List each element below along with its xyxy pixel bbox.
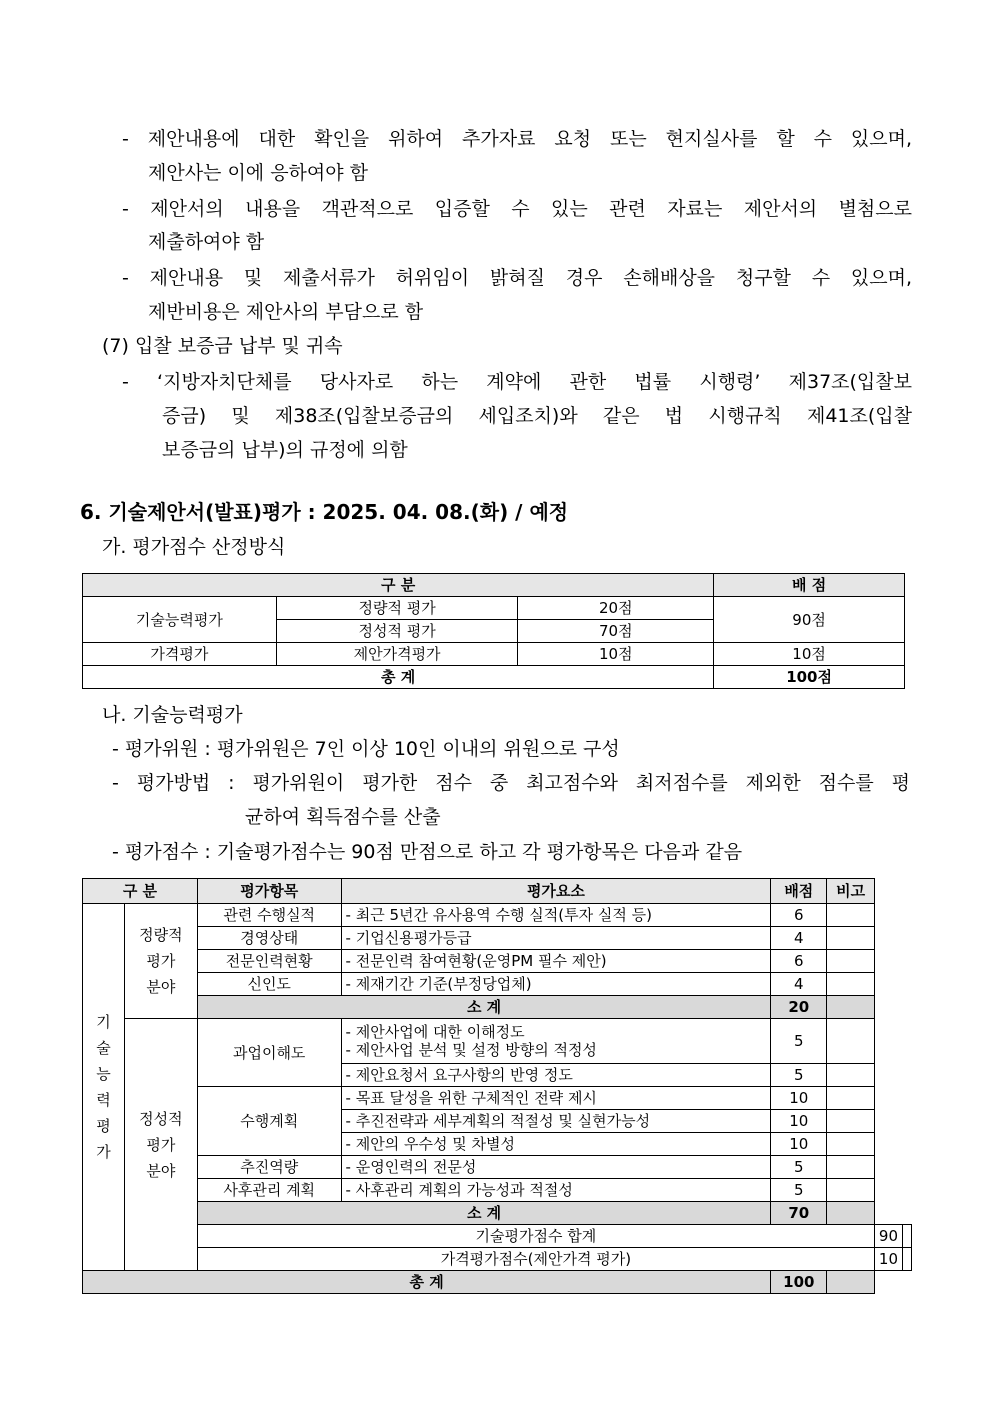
remarks-cell [827, 1133, 875, 1156]
score-plan-2: 10 [771, 1110, 827, 1133]
row-tech-eval: 기술능력평가 [83, 597, 277, 643]
remarks-cell [827, 1179, 875, 1202]
quantitative-points: 20점 [518, 597, 714, 620]
element-plan-1: - 목표 달성을 위한 구체적인 전략 제시 [341, 1087, 771, 1110]
total-value: 100점 [714, 666, 905, 689]
tech-total-score: 90 [874, 1225, 902, 1248]
item-7-line-3: 보증금의 납부)의 규정에 의함 [162, 439, 408, 461]
eval-method-line-2: 균하여 획득점수를 산출 [245, 806, 441, 828]
price-score: 10 [874, 1248, 902, 1271]
element-credibility: - 제재기간 기준(부정당업체) [341, 973, 771, 996]
qual-subtotal-score: 70 [771, 1202, 827, 1225]
item-plan: 수행계획 [197, 1087, 341, 1156]
item-7-line-2: 증금) 및 제38조(입찰보증금의 세입조치)와 같은 법 시행규칙 제41조(입찰 [162, 405, 912, 427]
score-method-table [82, 573, 905, 689]
bullet-2-line-1: - 제안서의 내용을 객관적으로 입증할 수 있는 관련 자료는 제안서의 별첨으로 [122, 198, 912, 220]
qualitative-area-label: 정성적 평가 분야 [124, 1019, 197, 1271]
element-understanding-2: - 제안요청서 요구사항의 반영 정도 [341, 1064, 771, 1087]
remarks-cell [903, 1225, 912, 1248]
header-score: 배 점 [714, 574, 905, 597]
score-plan-3: 10 [771, 1133, 827, 1156]
price-points: 10점 [518, 643, 714, 666]
element-capability: - 운영인력의 전문성 [341, 1156, 771, 1179]
score-aftercare: 5 [771, 1179, 827, 1202]
eval-score-line: - 평가점수 : 기술평가점수는 90점 만점으로 하고 각 평가항목은 다음과 같음 [112, 841, 743, 863]
eval-method-line-1: - 평가방법 : 평가위원이 평가한 점수 중 최고점수와 최저점수를 제외한 점수를 평 [112, 772, 910, 794]
qualitative-eval: 정성적 평가 [276, 620, 518, 643]
item-7-line-1: - ‘지방자치단체를 당사자로 하는 계약에 관한 법률 시행령’ 제37조(입찰보 [122, 371, 912, 393]
tech-total-label: 기술평가점수 합계 [197, 1225, 874, 1248]
quant-subtotal-label: 소 계 [197, 996, 770, 1019]
remarks-cell [827, 1087, 875, 1110]
remarks-cell [827, 973, 875, 996]
vertical-tech-eval-label: 기 술 능 력 평 가 [83, 904, 125, 1271]
header-division: 구 분 [83, 879, 198, 904]
bullet-1-line-1: - 제안내용에 대한 확인을 위하여 추가자료 요청 또는 현지실사를 할 수 있으며, [122, 128, 912, 150]
score-staff: 6 [771, 950, 827, 973]
tech-eval-detail-table [82, 878, 912, 1294]
subsection-b-title: 나. 기술능력평가 [102, 704, 243, 726]
price-eval-item: 제안가격평가 [276, 643, 518, 666]
bullet-2-line-2: 제출하여야 함 [148, 231, 265, 253]
remarks-cell [827, 950, 875, 973]
remarks-cell [827, 1271, 875, 1294]
header-division: 구 분 [83, 574, 714, 597]
element-management: - 기업신용평가등급 [341, 927, 771, 950]
remarks-cell [827, 1202, 875, 1225]
quantitative-area-label: 정량적 평가 분야 [124, 904, 197, 1019]
subsection-a-title: 가. 평가점수 산정방식 [102, 536, 286, 558]
bullet-3-line-1: - 제안내용 및 제출서류가 허위임이 밝혀질 경우 손해배상을 청구할 수 있으며, [122, 267, 912, 289]
price-score-label: 가격평가점수(제안가격 평가) [197, 1248, 874, 1271]
grand-total-score: 100 [771, 1271, 827, 1294]
remarks-cell [827, 1110, 875, 1133]
remarks-cell [827, 1064, 875, 1087]
header-eval-element: 평가요소 [341, 879, 771, 904]
bullet-1-line-2: 제안사는 이에 응하여야 함 [148, 162, 369, 184]
row-price-eval: 가격평가 [83, 643, 277, 666]
remarks-cell [827, 1019, 875, 1064]
remarks-cell [827, 927, 875, 950]
element-plan-2: - 추진전략과 세부계획의 적절성 및 실현가능성 [341, 1110, 771, 1133]
item-aftercare: 사후관리 계획 [197, 1179, 341, 1202]
score-credibility: 4 [771, 973, 827, 996]
quantitative-eval: 정량적 평가 [276, 597, 518, 620]
element-understanding-1: - 제안사업에 대한 이해정도 - 제안사업 분석 및 설정 방향의 적정성 [341, 1019, 771, 1064]
header-eval-item: 평가항목 [197, 879, 341, 904]
item-capability: 추진역량 [197, 1156, 341, 1179]
bullet-3-line-2: 제반비용은 제안사의 부담으로 함 [148, 301, 424, 323]
item-7-title: (7) 입찰 보증금 납부 및 귀속 [102, 335, 343, 357]
section-6-heading: 6. 기술제안서(발표)평가 : 2025. 04. 08.(화) / 예정 [80, 500, 569, 524]
score-performance: 6 [771, 904, 827, 927]
item-understanding: 과업이해도 [197, 1019, 341, 1087]
remarks-cell [903, 1248, 912, 1271]
item-performance: 관련 수행실적 [197, 904, 341, 927]
item-credibility: 신인도 [197, 973, 341, 996]
score-understanding-2: 5 [771, 1064, 827, 1087]
qualitative-points: 70점 [518, 620, 714, 643]
total-label: 총 계 [83, 666, 714, 689]
header-score: 배점 [771, 879, 827, 904]
score-capability: 5 [771, 1156, 827, 1179]
quant-subtotal-score: 20 [771, 996, 827, 1019]
grand-total-label: 총 계 [83, 1271, 771, 1294]
score-management: 4 [771, 927, 827, 950]
element-performance: - 최근 5년간 유사용역 수행 실적(투자 실적 등) [341, 904, 771, 927]
remarks-cell [827, 996, 875, 1019]
remarks-cell [827, 1156, 875, 1179]
element-aftercare: - 사후관리 계획의 가능성과 적절성 [341, 1179, 771, 1202]
qual-subtotal-label: 소 계 [197, 1202, 770, 1225]
element-staff: - 전문인력 참여현황(운영PM 필수 제안) [341, 950, 771, 973]
eval-members-line: - 평가위원 : 평가위원은 7인 이상 10인 이내의 위원으로 구성 [112, 738, 620, 760]
score-plan-1: 10 [771, 1087, 827, 1110]
tech-total: 90점 [714, 597, 905, 643]
score-understanding-1: 5 [771, 1019, 827, 1064]
remarks-cell [827, 904, 875, 927]
item-management: 경영상태 [197, 927, 341, 950]
header-remarks: 비고 [827, 879, 875, 904]
element-plan-3: - 제안의 우수성 및 차별성 [341, 1133, 771, 1156]
price-total: 10점 [714, 643, 905, 666]
item-staff: 전문인력현황 [197, 950, 341, 973]
